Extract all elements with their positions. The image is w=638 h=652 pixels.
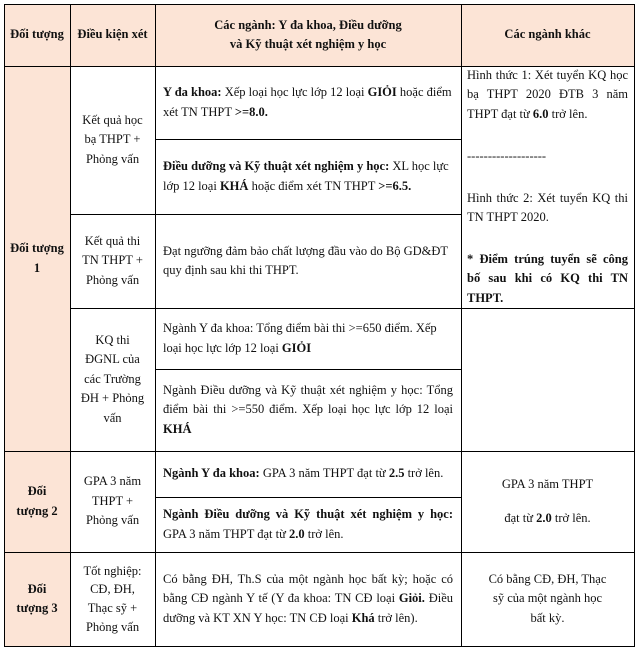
group2-other-line1: GPA 3 năm THPT xyxy=(501,477,594,492)
group2-yk-para xyxy=(163,464,453,483)
group3-label-line1: Đối xyxy=(27,581,47,596)
border-h-g1-cond1 xyxy=(70,214,461,215)
group3-main-text1: Có bằng ĐH, Th.S của một ngành học bất kỳ; hoặc có bằng CĐ ngành Y tế (Y đa khoa: TN CĐ loại xyxy=(163,571,453,606)
border-h-g2-sub xyxy=(155,497,461,498)
group3-main-text3: trở lên). xyxy=(374,610,418,625)
group3-other xyxy=(461,552,634,646)
group1-dgnl-dd-text: Ngành Điều dưỡng và Kỹ thuật xét nghiệm y học: Tổng điểm bài thi >=550 điểm. Xếp loại học lực lớp 12 loại xyxy=(163,382,453,417)
group2-dd xyxy=(155,497,461,552)
group1-cond-transcript xyxy=(70,66,155,214)
group3-main-grade2: Khá xyxy=(351,610,375,625)
group1-cond-dgnl-text: KQ thi ĐGNL của các Trường ĐH + Phỏng vấn xyxy=(80,333,145,425)
group2-yk xyxy=(155,451,461,497)
group1-yk-grade: GIỎI xyxy=(367,85,397,100)
group2-other xyxy=(461,451,634,552)
group3-main-grade1: Giỏi. xyxy=(398,591,425,606)
group1-cond-exam-text: Kết quả thi TN THPT + Phỏng vấn xyxy=(82,233,143,287)
group3-other-text: Có bằng CĐ, ĐH, Thạc sỹ của một ngành học bất kỳ. xyxy=(488,571,607,625)
group2-dd-score: 2.0 xyxy=(289,526,305,541)
group1-dgnl-yk-grade: GIỎI xyxy=(281,340,312,355)
group2-dd-text: GPA 3 năm THPT đạt từ xyxy=(163,526,290,541)
group1-dd-text2: hoặc điểm xét TN THPT xyxy=(248,178,379,193)
border-v-col3 xyxy=(155,4,156,647)
border-outer-bottom xyxy=(4,646,635,647)
group1-other-separator: ------------------- xyxy=(467,148,547,163)
group2-label-line2: tượng 2 xyxy=(16,503,58,518)
group2-cond xyxy=(70,451,155,552)
group3-main-para xyxy=(163,570,453,628)
group2-label-line1: Đối xyxy=(27,484,47,499)
group1-yk-text2: hoặc điểm xét TN THPT xyxy=(163,85,452,119)
group1-cond-transcript-text: Kết quả học bạ THPT + Phỏng vấn xyxy=(82,112,143,166)
group1-dd-score: >=6.5. xyxy=(378,178,412,193)
group2-yk-text: GPA 3 năm THPT đạt từ xyxy=(259,466,389,481)
border-outer-top xyxy=(4,4,635,5)
group1-dgnl-dd xyxy=(155,369,461,451)
group1-dd-label: Điều dưỡng và Kỹ thuật xét nghiệm y học: xyxy=(163,159,390,174)
group1-label xyxy=(4,66,70,451)
border-outer-left xyxy=(4,4,5,647)
header-col-medical xyxy=(155,4,461,66)
group1-cond-dgnl xyxy=(70,308,155,451)
group2-label xyxy=(4,451,70,552)
group3-main xyxy=(155,552,461,646)
group1-dd-grade: KHÁ xyxy=(219,178,249,193)
border-h-g1-cond2 xyxy=(70,308,635,309)
group1-other xyxy=(461,66,634,308)
group2-dd-para xyxy=(163,505,453,544)
group2-other-score: 2.0 xyxy=(536,510,552,525)
header-col-other xyxy=(461,4,634,66)
border-h-group1 xyxy=(4,451,635,452)
group3-cond-text: Tốt nghiệp: CĐ, ĐH, Thạc sỹ + Phỏng vấn xyxy=(83,563,142,634)
border-v-col2 xyxy=(70,4,71,647)
group1-exam-text: Đạt ngưỡng đảm bảo chất lượng đầu vào do Bộ GD&ĐT quy định sau khi thi THPT. xyxy=(163,243,448,277)
group3-label xyxy=(4,552,70,646)
header-col-condition-text: Điều kiện xét xyxy=(77,27,148,42)
header-col-object-text: Đối tượng xyxy=(10,27,64,42)
group3-cond xyxy=(70,552,155,646)
group1-exam-medical xyxy=(155,214,461,308)
group1-dgnl-yk xyxy=(155,308,461,369)
group1-other-method2: Hình thức 2: Xét tuyển KQ thi TN THPT 2020. xyxy=(467,190,628,224)
group1-label-line2: 1 xyxy=(33,260,41,275)
group1-dgnl-yk-para xyxy=(163,319,453,358)
group2-other-line2a: đạt từ xyxy=(504,510,537,525)
group1-dgnl-yk-text: Ngành Y đa khoa: Tổng điểm bài thi >=650 điểm. Xếp loại học lực lớp 12 loại xyxy=(163,321,437,355)
group2-yk-end: trở lên. xyxy=(404,466,444,481)
group1-other-method1-b: trở lên. xyxy=(548,106,588,121)
group1-dd-text1: XL học lực lớp 12 loại xyxy=(163,159,449,193)
group1-dgnl-dd-para xyxy=(163,381,453,439)
group1-other-method1 xyxy=(467,66,628,124)
group1-cond-exam xyxy=(70,214,155,308)
group2-yk-score: 2.5 xyxy=(388,466,405,481)
header-col-medical-line1: Các ngành: Y đa khoa, Điều dưỡng xyxy=(214,17,402,32)
border-h-header xyxy=(4,66,635,67)
group2-dd-label: Ngành Điều dưỡng và Kỹ thuật xét nghiệm y học: xyxy=(163,507,453,522)
group1-dd-transcript xyxy=(155,139,461,214)
group2-yk-label: Ngành Y đa khoa: xyxy=(163,466,260,481)
border-v-col4 xyxy=(461,4,462,647)
group1-yk-transcript xyxy=(155,66,461,139)
border-h-group2 xyxy=(4,552,635,553)
group1-yk-score: >=8.0. xyxy=(234,104,268,119)
group1-yk-label: Y đa khoa: xyxy=(163,85,222,100)
group1-other-note: * Điểm trúng tuyển sẽ công bố sau khi có KQ thi TN THPT. xyxy=(467,251,628,305)
header-col-medical-line2: và Kỹ thuật xét nghiệm y học xyxy=(229,37,387,51)
group1-dd-transcript-para xyxy=(163,157,453,196)
group1-yk-text1: Xếp loại học lực lớp 12 loại xyxy=(221,85,368,100)
header-col-condition xyxy=(70,4,155,66)
group1-other-method1-a: Hình thức 1: Xét tuyển KQ học bạ THPT 2020 ĐTB 3 năm THPT đạt từ xyxy=(467,68,628,121)
group2-other-line2b: trở lên. xyxy=(551,510,591,525)
group3-label-line2: tượng 3 xyxy=(16,601,58,615)
header-col-other-text: Các ngành khác xyxy=(504,27,591,42)
group1-dgnl-dd-grade: KHÁ xyxy=(163,421,192,436)
border-h-g1-sub1 xyxy=(155,139,461,140)
header-col-object xyxy=(4,4,70,66)
group1-yk-transcript-para xyxy=(163,83,453,122)
border-h-g1-sub3 xyxy=(155,369,461,370)
group2-other-line2 xyxy=(504,509,590,528)
group2-dd-end: trở lên. xyxy=(304,526,344,541)
group2-cond-text: GPA 3 năm THPT + Phỏng vấn xyxy=(83,474,142,528)
group1-other-method1-score: 6.0 xyxy=(532,106,549,121)
group1-label-line1: Đối tượng xyxy=(10,241,64,256)
group3-main-text2: Điều dưỡng và KT XN Y học: TN CĐ loại xyxy=(163,591,453,625)
border-outer-right xyxy=(634,4,635,647)
